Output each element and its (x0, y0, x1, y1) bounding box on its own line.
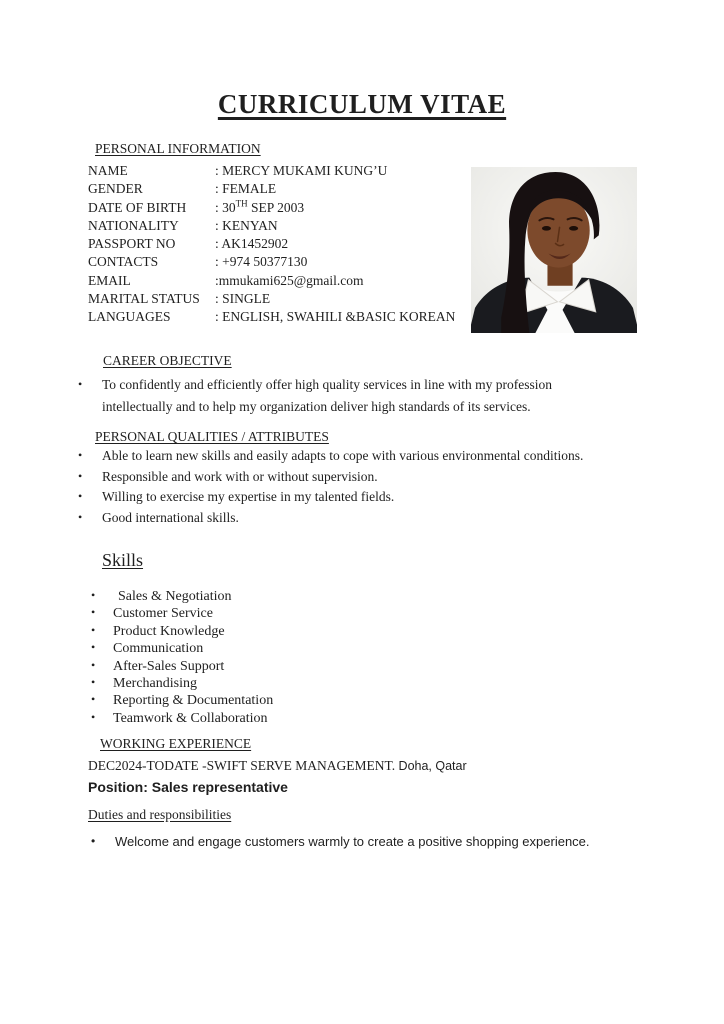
skills-section (88, 549, 273, 727)
field-value: : KENYAN (215, 217, 278, 233)
skill-text: Product Knowledge (113, 623, 225, 639)
skill-text: Teamwork & Collaboration (113, 710, 268, 726)
skill-text: Merchandising (113, 676, 197, 692)
bullet-marker (88, 692, 113, 709)
objective-item (75, 374, 620, 418)
skill-item (88, 675, 273, 692)
personal-info-row-gender (88, 180, 455, 198)
career-objective-heading: CAREER OBJECTIVE (103, 353, 232, 368)
experience-period-company (88, 757, 648, 775)
skill-text: After-Sales Support (113, 658, 225, 674)
skill-item (88, 658, 273, 675)
bullet-marker (88, 605, 113, 622)
skill-item (88, 710, 273, 727)
profile-photo (471, 167, 637, 333)
skills-heading: Skills (102, 550, 144, 570)
field-value: : FEMALE (215, 181, 277, 197)
skill-text: Sales & Negotiation (118, 589, 232, 604)
skill-text: Reporting & Documentation (113, 693, 274, 709)
experience-location: Doha, Qatar (398, 759, 467, 773)
duties-heading: Duties and responsibilities (88, 807, 232, 822)
skill-item (88, 623, 273, 640)
personal-info-row-dob (88, 199, 455, 217)
personal-info-row-nationality (88, 217, 455, 235)
bullet-marker (75, 509, 102, 528)
personal-info-row-passport (88, 235, 455, 253)
field-label: DATE OF BIRTH (88, 199, 187, 215)
working-experience-heading: WORKING EXPERIENCE (100, 736, 252, 751)
bullet-marker (88, 833, 115, 851)
field-label: GENDER (88, 181, 143, 197)
field-value: : +974 50377130 (215, 254, 308, 270)
field-value: : SINGLE (215, 291, 271, 307)
bullet-marker (75, 447, 102, 466)
personal-info-row-marital-status (88, 290, 455, 308)
quality-item (75, 488, 620, 507)
skills-list (88, 588, 273, 727)
quality-item (75, 509, 620, 528)
field-label: NAME (88, 163, 128, 178)
bullet-marker (88, 658, 113, 675)
quality-item (75, 468, 620, 487)
bullet-marker (88, 675, 113, 692)
bullet-marker (88, 623, 113, 640)
experience-position: Position: Sales representative (88, 779, 288, 795)
bullet-marker (75, 374, 102, 396)
field-label: LANGUAGES (88, 309, 171, 325)
ordinal-suffix: TH (235, 198, 248, 209)
personal-info-row-name (88, 162, 455, 180)
field-label: CONTACTS (88, 254, 159, 270)
bullet-marker (75, 468, 102, 487)
career-objective-section (75, 353, 620, 418)
personal-qualities-section (75, 429, 620, 527)
bullet-marker (88, 640, 113, 657)
bullet-marker (88, 710, 113, 727)
personal-information-heading: PERSONAL INFORMATION (95, 141, 261, 156)
quality-text: Good international skills. (102, 509, 239, 525)
quality-item (75, 447, 620, 466)
bullet-marker (88, 588, 113, 605)
personal-info-row-contacts (88, 253, 455, 271)
field-value: : MERCY MUKAMI KUNG’U (215, 163, 388, 178)
objective-text: To confidently and efficiently offer high quality services in line with my profession intellectually and to help my organization deliver high standards of its services. (102, 377, 552, 414)
skill-item (88, 588, 273, 605)
skill-text: Communication (113, 641, 204, 657)
field-label: EMAIL (88, 272, 131, 288)
skill-item (88, 692, 273, 709)
personal-info-row-email (88, 272, 455, 290)
period-company-text: DEC2024-TODATE -SWIFT SERVE MANAGEMENT. (88, 758, 399, 773)
field-value: : ENGLISH, SWAHILI &BASIC KOREAN (215, 309, 456, 325)
field-label: NATIONALITY (88, 217, 179, 233)
page-title: CURRICULUM VITAE (217, 89, 507, 119)
personal-information-section (88, 141, 455, 327)
skill-item (88, 605, 273, 622)
personal-qualities-heading: PERSONAL QUALITIES / ATTRIBUTES (95, 429, 329, 444)
field-value: :mmukami625@gmail.com (215, 272, 364, 288)
personal-info-row-languages (88, 308, 455, 326)
quality-text: Responsible and work with or without supervision. (102, 468, 378, 484)
field-value (215, 200, 304, 215)
field-label: MARITAL STATUS (88, 291, 200, 307)
duty-item (88, 833, 648, 851)
dob-day: : 30 (215, 199, 236, 215)
skill-text: Customer Service (113, 606, 213, 622)
quality-text: Able to learn new skills and easily adapts to cope with various environmental conditions. (102, 448, 584, 463)
duty-text: Welcome and engage customers warmly to create a positive shopping experience. (115, 834, 590, 849)
field-label: PASSPORT NO (88, 236, 176, 252)
quality-text: Willing to exercise my expertise in my talented fields. (102, 489, 395, 504)
dob-month-year: SEP 2003 (247, 199, 305, 215)
bullet-marker (75, 488, 102, 507)
working-experience-section (88, 736, 648, 851)
skill-item (88, 640, 273, 657)
field-value: : AK1452902 (215, 236, 289, 252)
